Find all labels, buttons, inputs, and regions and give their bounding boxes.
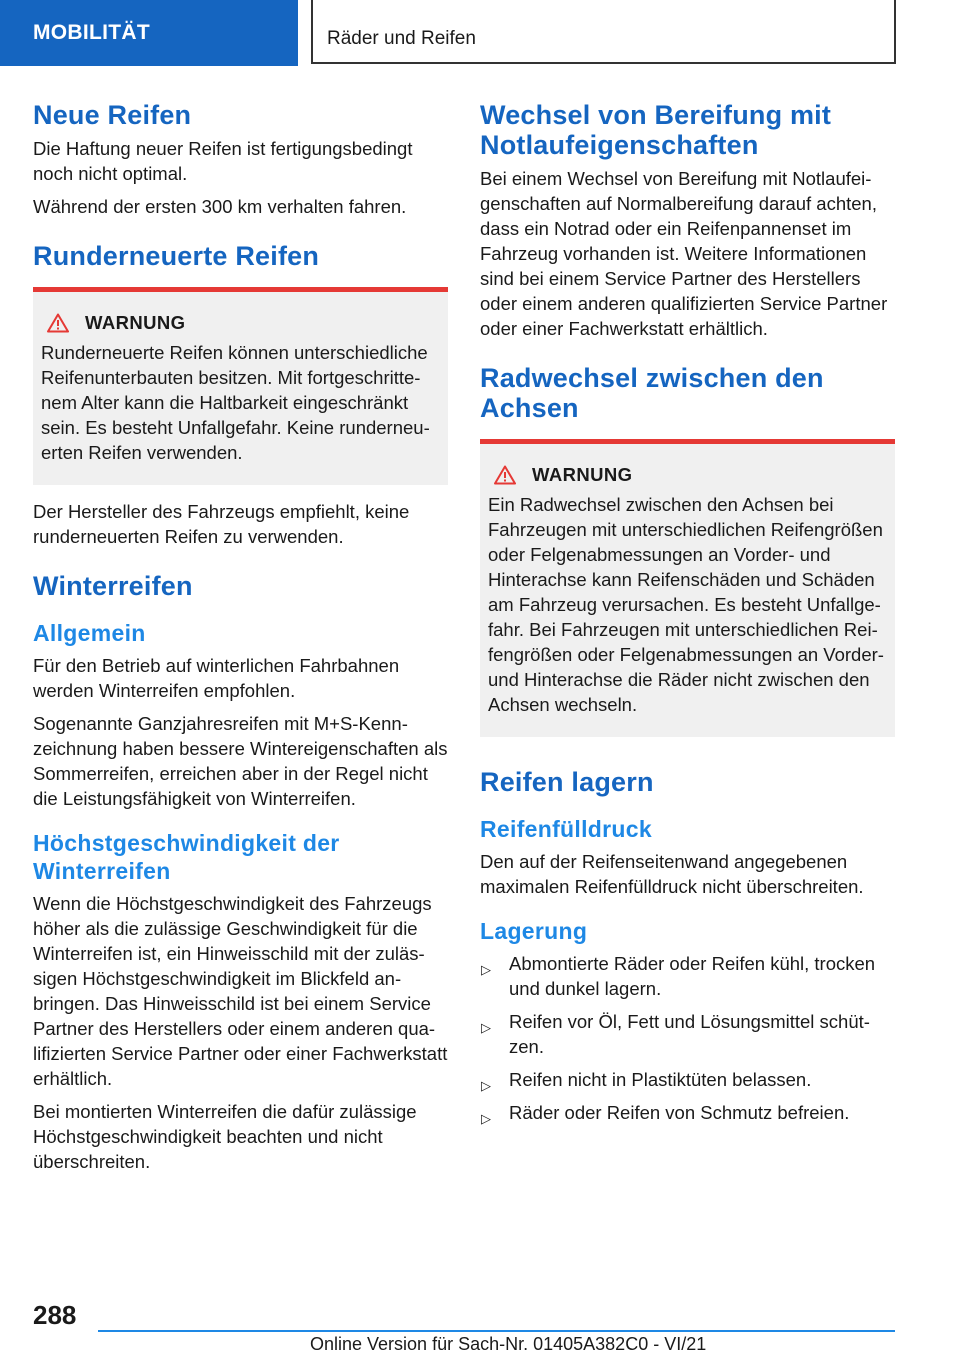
- storage-list: [480, 951, 895, 1125]
- page-number: 288: [33, 1300, 77, 1330]
- warning-triangle-icon: [494, 465, 516, 485]
- subheading-reifenfuelldruck: Reifenfülldruck: [480, 816, 652, 842]
- subheading-hoechstgeschwindigkeit: Höchstgeschwindigkeit der Winterreifen: [33, 830, 340, 884]
- list-item-text: Reifen nicht in Plastiktüten belassen.: [509, 1069, 812, 1090]
- paragraph: Den auf der Reifenseitenwand angegebenen maximalen Reifenfülldruck nicht überschreiten.: [480, 851, 864, 897]
- subheading-allgemein: Allgemein: [33, 620, 146, 646]
- list-item: [480, 951, 895, 1001]
- heading-reifen-lagern: Reifen lagern: [480, 767, 654, 797]
- warning-label: WARNUNG: [532, 464, 633, 485]
- warning-text: Runderneuerte Reifen können unterschiedliche Reifenunterbauten besitzen. Mit fortgeschrittenem Alter kann die Haltbarkeit eingeschränkt sein. Es besteht Unfallgefahr. Keine runderneuerten Reifen verwenden.: [41, 342, 430, 463]
- chapter-header: [311, 0, 896, 64]
- list-item: [480, 1067, 895, 1092]
- list-item: [480, 1009, 895, 1059]
- warning-box: [33, 287, 448, 485]
- subheading-lagerung: Lagerung: [480, 918, 588, 944]
- warning-triangle-icon: [47, 313, 69, 333]
- warning-title: [494, 464, 887, 486]
- triangle-right-icon: ▷: [481, 962, 491, 977]
- warning-box: [480, 439, 895, 737]
- footer-version: Online Version für Sach-Nr. 01405A382C0 - VI/21: [310, 1334, 707, 1354]
- heading-runderneuerte-reifen: Runderneuerte Reifen: [33, 241, 320, 271]
- paragraph: Bei einem Wechsel von Bereifung mit Notlaufeigenschaften auf Normalbereifung darauf achten, dass ein Notrad oder ein Reifenpannenset im Fahrzeug vorhanden ist. Weitere Informationen sind bei einem Service Partner des Herstellers oder einem anderen qualifizierten Service Partner oder einer Fachwerkstatt erhältlich.: [480, 168, 888, 339]
- paragraph: Wenn die Höchstgeschwindigkeit des Fahrzeugs höher als die zulässige Geschwindigkeit für die Winterreifen ist, ein Hinweisschild mit der zulässigen Höchstgeschwindigkeit im Blickfeld anbringen. Das Hinweisschild ist bei einem Service Partner des Herstellers oder einem anderen qualifizierten Service Partner oder einer Fachwerkstatt erhältlich.: [33, 893, 448, 1089]
- section-title: MOBILITÄT: [33, 21, 151, 44]
- section-tab: [0, 0, 298, 66]
- chapter-title: Räder und Reifen: [327, 28, 476, 49]
- triangle-right-icon: ▷: [481, 1111, 491, 1126]
- paragraph: Sogenannte Ganzjahresreifen mit M+S-Kennzeichnung haben bessere Wintereigenschaften als Sommerreifen, erreichen aber in der Regel nicht die Leistungsfähigkeit von Winterreifen.: [33, 713, 448, 809]
- paragraph: Die Haftung neuer Reifen ist fertigungsbedingt noch nicht optimal.: [33, 138, 413, 184]
- warning-title: [47, 312, 440, 334]
- paragraph: Für den Betrieb auf winterlichen Fahrbahnen werden Winterreifen empfohlen.: [33, 655, 400, 701]
- paragraph: Der Hersteller des Fahrzeugs empfiehlt, keine runderneuerten Reifen zu verwenden.: [33, 501, 410, 547]
- triangle-right-icon: ▷: [481, 1078, 491, 1093]
- right-column: [480, 100, 895, 1133]
- heading-wechsel-bereifung: Wechsel von Bereifung mit Notlaufeigenschaften: [480, 100, 832, 160]
- left-column: [33, 100, 448, 1182]
- list-item-text: Reifen vor Öl, Fett und Lösungsmittel schützen.: [509, 1011, 870, 1057]
- paragraph: Während der ersten 300 km verhalten fahren.: [33, 196, 407, 217]
- paragraph: Bei montierten Winterreifen die dafür zulässige Höchstgeschwindigkeit beachten und nicht überschreiten.: [33, 1101, 417, 1172]
- list-item-text: Räder oder Reifen von Schmutz befreien.: [509, 1102, 850, 1123]
- heading-radwechsel: Radwechsel zwischen den Achsen: [480, 363, 824, 423]
- list-item: [480, 1100, 895, 1125]
- heading-winterreifen: Winterreifen: [33, 571, 193, 601]
- warning-text: Ein Radwechsel zwischen den Achsen bei Fahrzeugen mit unterschiedlichen Reifengrößen oder Felgenabmessungen an Vorder- und Hinterachse kann Reifenschäden und Schäden am Fahrzeug verursachen. Es besteht Unfallgefahr. Bei Fahrzeugen mit unterschiedlichen Reifengrößen oder Felgenabmessungen an Vorder- und Hinterachse die Räder nicht zwischen den Achsen wechseln.: [488, 494, 884, 715]
- warning-label: WARNUNG: [85, 312, 186, 333]
- footer-divider: [98, 1330, 895, 1332]
- triangle-right-icon: ▷: [481, 1020, 491, 1035]
- list-item-text: Abmontierte Räder oder Reifen kühl, trocken und dunkel lagern.: [509, 953, 876, 999]
- heading-neue-reifen: Neue Reifen: [33, 100, 192, 130]
